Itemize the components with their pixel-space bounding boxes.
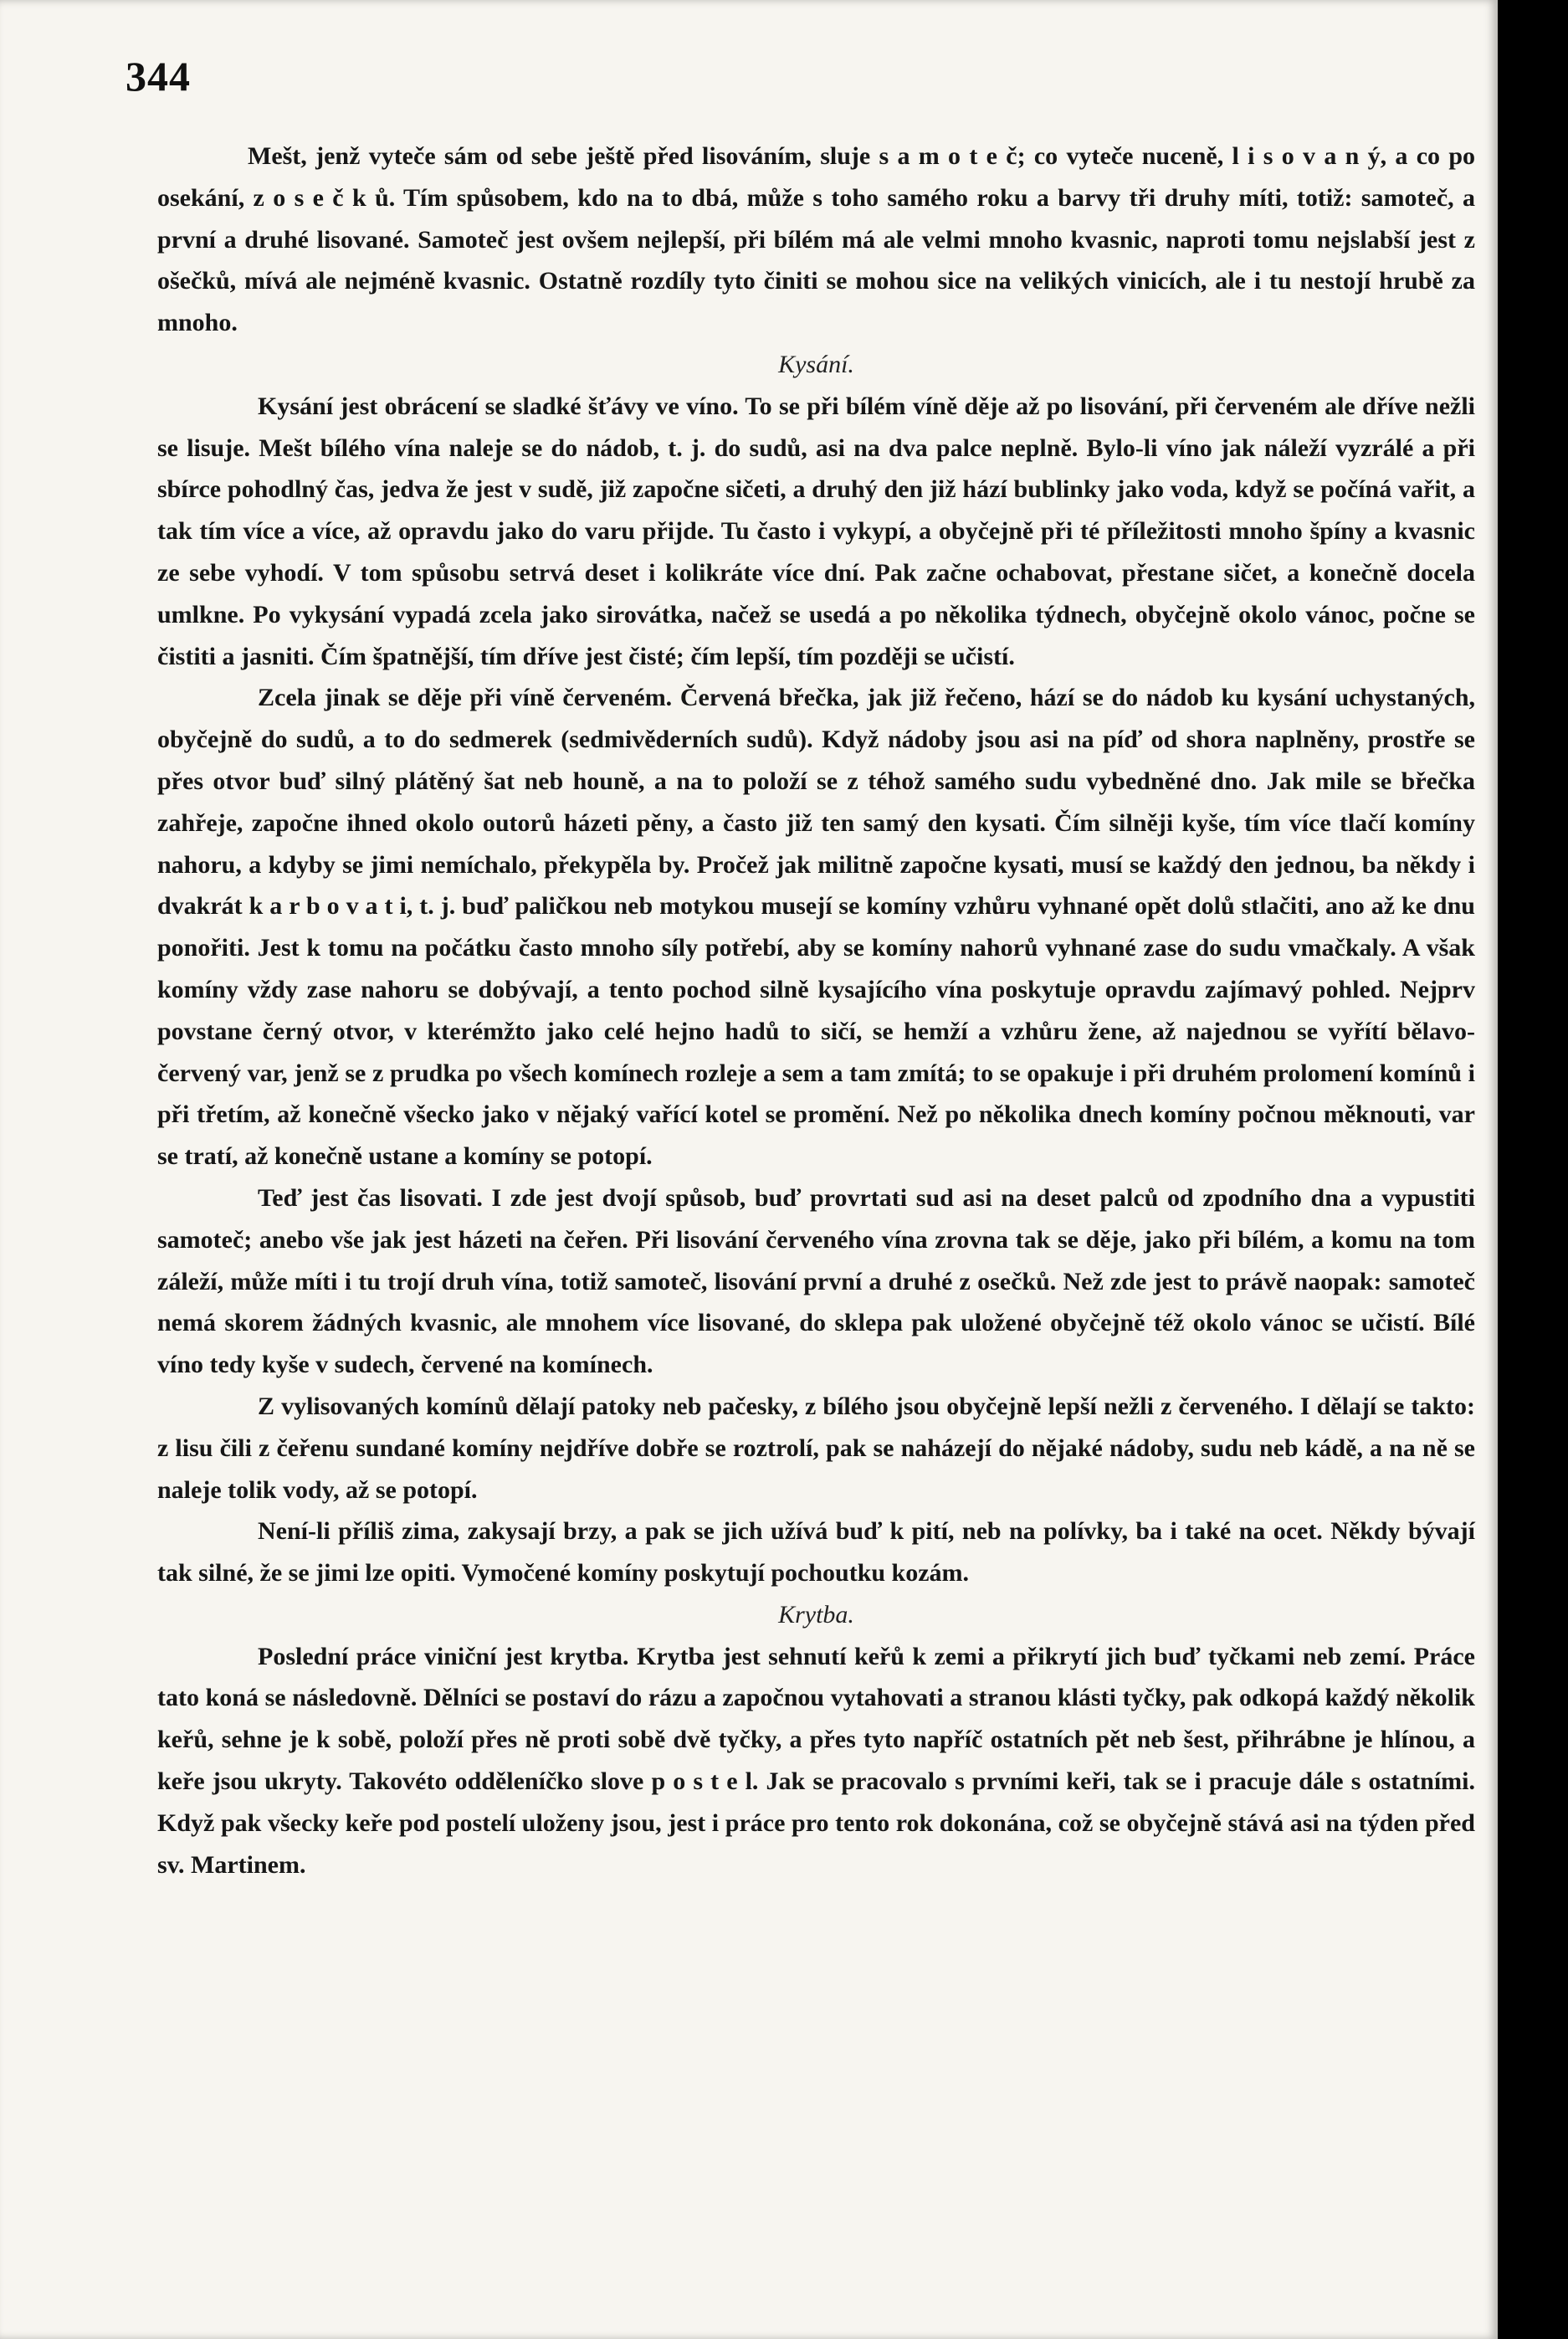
- paragraph-mest: Mešt, jenž vyteče sám od sebe ještě před lisováním, sluje s a m o t e č; co vyteče nuceně, l i s o v a n ý, a co po osekání, z o s e č k ů. Tím spůsobem, kdo na to dbá, může s toho samého roku a barvy tři druhy míti, totiž: samoteč, a první a druhé lisované. Samoteč jest ovšem nejlepší, při bílém má ale velmi mnoho kvasnic, naproti tomu nejslabší jest z ošečků, mívá ale nejméně kvasnic. Ostatně rozdíly tyto činiti se mohou sice na velikých vinicích, ale i tu nestojí hrubě za mnoho.: [157, 142, 1475, 337]
- paragraph-krytba: Poslední práce viniční jest krytba. Krytba jest sehnutí keřů k zemi a přikrytí jich buď tyčkami neb zemí. Práce tato koná se následovně. Dělníci se postaví do rázu a započnou vytahovati a stranou klásti tyčky, pak odkopá každý několik keřů, sehne je k sobě, položí přes ně proti sobě dvě tyčky, a přes tyto napříč ostatních pět neb šest, přihrábne je hlínou, a keře jsou ukryty. Takovéto odděleníčko slove p o s t e l. Jak se pracovalo s prvními keři, tak se i pracuje dále s ostatními. Když pak všecky keře pod postelí uloženy jsou, jest i práce pro tento rok dokonána, což se obyčejně stává asi na týden před sv. Martinem.: [157, 1642, 1475, 1879]
- paragraph-lisovani: Teď jest čas lisovati. I zde jest dvojí spůsob, buď provrtati sud asi na deset palců od zpodního dna a vypustiti samoteč; anebo vše jak jest házeti na čeřen. Při lisování červeného vína zrovna tak se děje, jako při bílém, a komu na tom záleží, může míti i tu trojí druh vína, totiž samoteč, lisování první a druhé z osečků. Než zde jest to právě naopak: samoteč nemá skorem žádných kvasnic, ale mnohem více lisované, do sklepa pak uložené obyčejně též okolo vánoc se učistí. Bílé víno tedy kyše v sudech, červené na komínech.: [157, 1183, 1475, 1379]
- body-text: [157, 136, 1475, 1885]
- paragraph-zima: Není-li příliš zima, zakysají brzy, a pak se jich užívá buď k pití, neb na polívky, ba i také na ocet. Někdy bývají tak silné, že se jimi lze opiti. Vymočené komíny poskytují pochoutku kozám.: [157, 1517, 1475, 1588]
- paragraph-patoky: Z vylisovaných komínů dělají patoky neb pačesky, z bílého jsou obyčejně lepší nežli z červeného. I dělají se takto: z lisu čili z čeřenu sundané komíny nejdříve dobře se roztrolí, pak se naházejí do nějaké nádoby, sudu neb kádě, a na ně se naleje tolik vody, až se potopí.: [157, 1392, 1475, 1504]
- section-heading-kysani: Kysání.: [778, 350, 854, 378]
- paragraph-cervene-vino: Zcela jinak se děje při víně červeném. Červená břečka, jak již řečeno, hází se do nádob ku kysání uchystaných, obyčejně do sudů, a to do sedmerek (sedmivěderních sudů). Když nádoby jsou asi na píď od shora naplněny, prostře se přes otvor buď silný plátěný šat neb houně, a na to položí se z téhož samého sudu vybedněné dno. Jak mile se břečka zahřeje, započne ihned okolo outorů házeti pěny, a často již ten samý den kysati. Čím silněji kyše, tím více tlačí komíny nahoru, a kdyby se jimi nemíchalo, překypěla by. Pročež jak militně započne kysati, musí se každý den jednou, ba někdy i dvakrát k a r b o v a t i, t. j. buď paličkou neb motykou musejí se komíny vzhůru vyhnané opět dolů stlačiti, ano až ke dnu ponořiti. Jest k tomu na počátku často mnoho síly potřebí, aby se komíny nahorů vyhnané zase do sudu vmačkaly. A však komíny vždy zase nahoru se dobývají, a tento pochod silně kysajícího vína poskytuje opravdu zajímavý pohled. Nejprv povstane černý otvor, v kterémžto jako celé hejno hadů to sičí, se hemží a vzhůru žene, až najednou se vyřítí bělavo-červený var, jenž se z prudka po všech komínech rozleje a sem a tam zmítá; to se opakuje i při druhém prolomení komínů i při třetím, až konečně všecko jako v nějaký vařící kotel se promění. Než po několika dnech komíny počnou měknouti, var se tratí, až konečně ustane a komíny se potopí.: [157, 684, 1475, 1171]
- section-heading-krytba: Krytba.: [778, 1600, 854, 1629]
- paragraph-kysani: Kysání jest obrácení se sladké šťávy ve víno. To se při bílém víně děje až po lisování, při červeném ale dříve nežli se lisuje. Mešt bílého vína naleje se do nádob, t. j. do sudů, asi na dva palce neplně. Bylo-li víno jak náleží vyzrálé a při sbírce pohodlný čas, jedva že jest v sudě, již započne sičeti, a druhý den již hází bublinky jako voda, když se počíná vařit, a tak tím více a více, až opravdu jako do varu přijde. Tu často i vykypí, a obyčejně při té příležitosti mnoho špíny a kvasnic ze sebe vyhodí. V tom spůsobu setrvá deset i kolikráte více dní. Pak začne ochabovat, přestane sičet, a konečně docela umlkne. Po vykysání vypadá zcela jako sirovátka, načež se usedá a po několika týdnech, obyčejně okolo vánoc, počne se čistiti a jasniti. Čím špatnější, tím dříve jest čisté; čím lepší, tím později se učistí.: [157, 392, 1475, 670]
- page-number: 344: [126, 53, 191, 100]
- scan-edge: [1498, 0, 1568, 2339]
